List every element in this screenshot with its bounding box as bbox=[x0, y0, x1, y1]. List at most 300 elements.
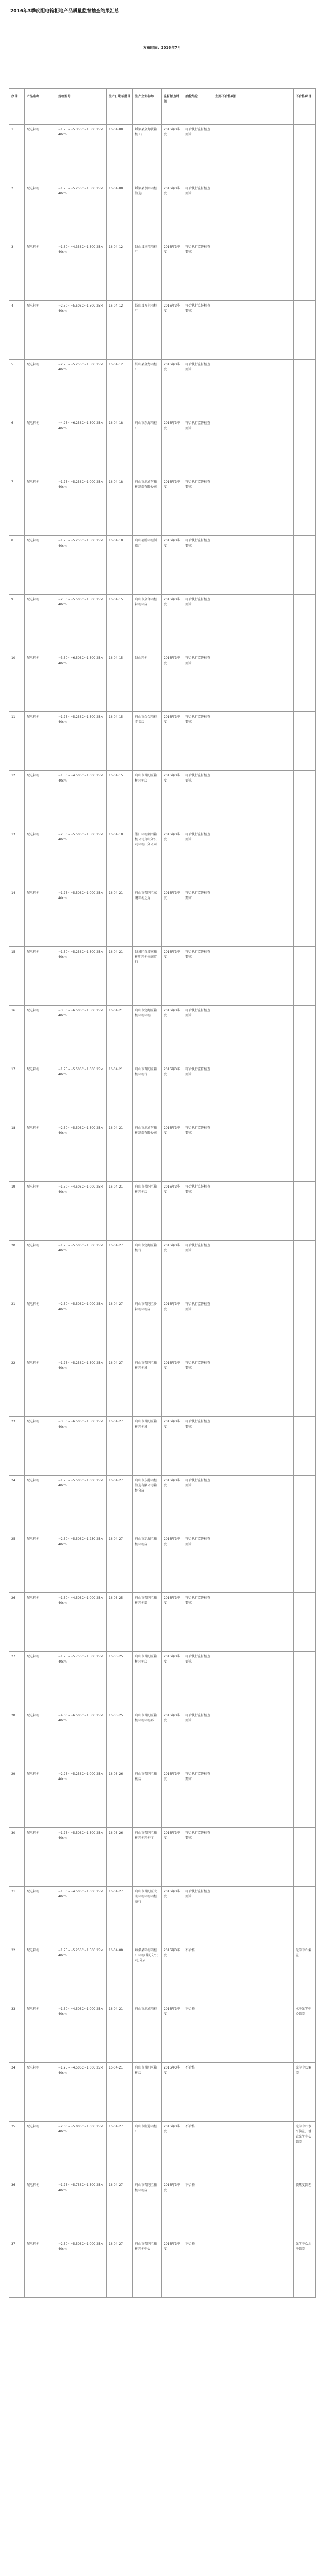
row-no-cell: 24 bbox=[9, 1476, 25, 1534]
inspection-time-cell: 2016年3季度 bbox=[162, 242, 183, 301]
row-no-cell: 31 bbox=[9, 1887, 25, 1945]
production-date-cell: 16-04-08 bbox=[107, 1945, 133, 2004]
row-no-cell: 5 bbox=[9, 360, 25, 418]
company-cell: 舟山市普陀区箱柜箱柜城 bbox=[133, 1358, 162, 1417]
header-product-name: 产品名称 bbox=[25, 89, 56, 125]
company-cell: 舟山福鹏箱柜制造厂 bbox=[133, 536, 162, 595]
main-failed-item-cell bbox=[213, 2063, 294, 2122]
production-date-cell: 16-04-15 bbox=[107, 771, 133, 829]
production-date-cell: 16-03-25 bbox=[107, 1710, 133, 1769]
failed-item-cell bbox=[294, 1887, 316, 1945]
product-name-cell: 配电箱柜 bbox=[25, 125, 56, 183]
company-cell: 舟山市普陀区箱柜店 bbox=[133, 1769, 162, 1828]
result-cell: 符合执行监督检查要求 bbox=[183, 1534, 213, 1593]
table-row bbox=[9, 2063, 316, 2122]
main-failed-item-cell bbox=[213, 1887, 294, 1945]
company-cell: 舟山市普陀区箱柜箱柜店 bbox=[133, 1652, 162, 1710]
failed-item-cell bbox=[294, 1006, 316, 1064]
product-name-cell: 配电箱柜 bbox=[25, 1064, 56, 1123]
company-cell: 舟山市普陀区箱柜箱柜店 bbox=[133, 771, 162, 829]
page-title: 2016年3季度配电箱柜地产品质量监督抽查结果汇总 bbox=[10, 9, 120, 14]
product-name-cell: 配电箱柜 bbox=[25, 360, 56, 418]
row-no-cell: 30 bbox=[9, 1828, 25, 1887]
inspection-time-cell: 2016年3季度 bbox=[162, 595, 183, 653]
inspection-time-cell: 2016年3季度 bbox=[162, 1417, 183, 1476]
company-cell: 舟山市润通车箱柜制造有限公司 bbox=[133, 477, 162, 536]
result-cell: 符合执行监督检查要求 bbox=[183, 1123, 213, 1182]
product-name-cell: 配电箱柜 bbox=[25, 595, 56, 653]
inspection-time-cell: 2016年3季度 bbox=[162, 418, 183, 477]
spec-cell: ~1.75~~5.35SC~1.50C 25×40cm bbox=[56, 125, 107, 183]
result-cell: 符合执行监督检查要求 bbox=[183, 1006, 213, 1064]
inspection-time-cell: 2016年3季度 bbox=[162, 1887, 183, 1945]
row-no-cell: 2 bbox=[9, 183, 25, 242]
row-no-cell: 1 bbox=[9, 125, 25, 183]
production-date-cell: 16-04-27 bbox=[107, 1534, 133, 1593]
table-row bbox=[9, 242, 316, 301]
header-main-failed-item: 主要不合格项目 bbox=[213, 89, 294, 125]
main-failed-item-cell bbox=[213, 1534, 294, 1593]
production-date-cell: 16-04-15 bbox=[107, 712, 133, 771]
product-name-cell: 配电箱柜 bbox=[25, 829, 56, 888]
product-name-cell: 配电箱柜 bbox=[25, 888, 56, 947]
spec-cell: ~1.75~~5.50SC~1.00C 25×40cm bbox=[56, 888, 107, 947]
spec-cell: ~2.50~~5.50SC~1.50C 25×40cm bbox=[56, 829, 107, 888]
main-failed-item-cell bbox=[213, 947, 294, 1006]
spec-cell: ~1.30~~4.35SC~1.50C 25×40cm bbox=[56, 242, 107, 301]
table-row bbox=[9, 1064, 316, 1123]
inspection-time-cell: 2016年3季度 bbox=[162, 360, 183, 418]
main-failed-item-cell bbox=[213, 1945, 294, 2004]
row-no-cell: 17 bbox=[9, 1064, 25, 1123]
product-name-cell: 配电箱柜 bbox=[25, 1358, 56, 1417]
spec-cell: ~1.50~~4.50SC~1.00C 25×40cm bbox=[56, 1182, 107, 1241]
spec-cell: ~2.50~~5.50SC~1.25C 25×40cm bbox=[56, 1534, 107, 1593]
table-row bbox=[9, 183, 316, 242]
table-row bbox=[9, 301, 316, 360]
results-table bbox=[9, 88, 316, 2298]
main-failed-item-cell bbox=[213, 536, 294, 595]
main-failed-item-cell bbox=[213, 771, 294, 829]
failed-item-cell bbox=[294, 242, 316, 301]
product-name-cell: 配电箱柜 bbox=[25, 1945, 56, 2004]
row-no-cell: 3 bbox=[9, 242, 25, 301]
result-cell: 不合格 bbox=[183, 2004, 213, 2063]
production-date-cell: 16-04-21 bbox=[107, 1064, 133, 1123]
table-row bbox=[9, 1769, 316, 1828]
result-cell: 符合执行监督检查要求 bbox=[183, 947, 213, 1006]
main-failed-item-cell bbox=[213, 242, 294, 301]
inspection-time-cell: 2016年3季度 bbox=[162, 1945, 183, 2004]
result-cell: 符合执行监督检查要求 bbox=[183, 1769, 213, 1828]
row-no-cell: 28 bbox=[9, 1710, 25, 1769]
spec-cell: ~1.50~~4.50SC~1.00C 25×40cm bbox=[56, 2004, 107, 2063]
product-name-cell: 配电箱柜 bbox=[25, 2180, 56, 2239]
header-production-date: 生产日期或批号 bbox=[107, 89, 133, 125]
table-row bbox=[9, 1123, 316, 1182]
main-failed-item-cell bbox=[213, 477, 294, 536]
main-failed-item-cell bbox=[213, 1417, 294, 1476]
table-row bbox=[9, 1945, 316, 2004]
inspection-time-cell: 2016年3季度 bbox=[162, 712, 183, 771]
row-no-cell: 6 bbox=[9, 418, 25, 477]
main-failed-item-cell bbox=[213, 360, 294, 418]
inspection-time-cell: 2016年3季度 bbox=[162, 2004, 183, 2063]
product-name-cell: 配电箱柜 bbox=[25, 1123, 56, 1182]
table-row bbox=[9, 712, 316, 771]
failed-item-cell: 光学中心水平偏差 bbox=[294, 2239, 316, 2298]
failed-item-cell bbox=[294, 1299, 316, 1358]
production-date-cell: 16-03-25 bbox=[107, 1652, 133, 1710]
inspection-time-cell: 2016年3季度 bbox=[162, 1182, 183, 1241]
product-name-cell: 配电箱柜 bbox=[25, 536, 56, 595]
result-cell: 不合格 bbox=[183, 2122, 213, 2180]
inspection-time-cell: 2016年3季度 bbox=[162, 1006, 183, 1064]
main-failed-item-cell bbox=[213, 595, 294, 653]
inspection-time-cell: 2016年3季度 bbox=[162, 1123, 183, 1182]
table-row bbox=[9, 2004, 316, 2063]
row-no-cell: 12 bbox=[9, 771, 25, 829]
row-no-cell: 32 bbox=[9, 1945, 25, 2004]
table-row bbox=[9, 1593, 316, 1652]
spec-cell: ~3.50~~6.50SC~1.50C 25×40cm bbox=[56, 1417, 107, 1476]
inspection-time-cell: 2016年3季度 bbox=[162, 771, 183, 829]
production-date-cell: 16-04-27 bbox=[107, 1358, 133, 1417]
inspection-time-cell: 2016年3季度 bbox=[162, 829, 183, 888]
result-cell: 符合执行监督检查要求 bbox=[183, 1182, 213, 1241]
company-cell: 舟山市润通箱柜厂 bbox=[133, 2122, 162, 2180]
failed-item-cell bbox=[294, 1476, 316, 1534]
inspection-time-cell: 2016年3季度 bbox=[162, 125, 183, 183]
main-failed-item-cell bbox=[213, 653, 294, 712]
company-cell: 舟山市众合箱柜专卖店 bbox=[133, 712, 162, 771]
spec-cell: ~3.50~~6.50SC~1.50C 25×40cm bbox=[56, 1006, 107, 1064]
inspection-time-cell: 2016年3季度 bbox=[162, 2239, 183, 2298]
row-no-cell: 18 bbox=[9, 1123, 25, 1182]
inspection-time-cell: 2016年3季度 bbox=[162, 1476, 183, 1534]
company-cell: 嵊泗县箱柜箱柜厂箱柜(普陀分公司)分店 bbox=[133, 1945, 162, 2004]
main-failed-item-cell bbox=[213, 1064, 294, 1123]
product-name-cell: 配电箱柜 bbox=[25, 1241, 56, 1299]
table-row bbox=[9, 1887, 316, 1945]
main-failed-item-cell bbox=[213, 2180, 294, 2239]
table-row bbox=[9, 1476, 316, 1534]
spec-cell: ~2.00~~5.00SC~1.00C 25×40cm bbox=[56, 2122, 107, 2180]
company-cell: 舟山市润通车箱柜制造有限公司 bbox=[133, 1123, 162, 1182]
row-no-cell: 37 bbox=[9, 2239, 25, 2298]
table-row bbox=[9, 477, 316, 536]
inspection-time-cell: 2016年3季度 bbox=[162, 2063, 183, 2122]
row-no-cell: 10 bbox=[9, 653, 25, 712]
company-cell: 舟山市东港箱柜制造有限公司箱柜分店 bbox=[133, 1476, 162, 1534]
failed-item-cell bbox=[294, 360, 316, 418]
main-failed-item-cell bbox=[213, 1123, 294, 1182]
result-cell: 符合执行监督检查要求 bbox=[183, 1064, 213, 1123]
product-name-cell: 配电箱柜 bbox=[25, 947, 56, 1006]
row-no-cell: 16 bbox=[9, 1006, 25, 1064]
result-cell: 符合执行监督检查要求 bbox=[183, 301, 213, 360]
result-cell: 符合执行监督检查要求 bbox=[183, 1241, 213, 1299]
result-cell: 符合执行监督检查要求 bbox=[183, 1358, 213, 1417]
inspection-time-cell: 2016年3季度 bbox=[162, 536, 183, 595]
product-name-cell: 配电箱柜 bbox=[25, 2239, 56, 2298]
production-date-cell: 16-04-21 bbox=[107, 2063, 133, 2122]
spec-cell: ~1.50~~4.50SC~1.00C 25×40cm bbox=[56, 1887, 107, 1945]
spec-cell: ~1.75~~5.75SC~1.50C 25×40cm bbox=[56, 2180, 107, 2239]
spec-cell: ~1.75~~5.25SC~1.50C 25×40cm bbox=[56, 536, 107, 595]
company-cell: 舟山市定海区箱柜箱柜箱柜厂 bbox=[133, 1006, 162, 1064]
row-no-cell: 7 bbox=[9, 477, 25, 536]
production-date-cell: 16-04-27 bbox=[107, 2180, 133, 2239]
production-date-cell: 16-04-27 bbox=[107, 1241, 133, 1299]
spec-cell: ~1.50~~5.25SC~1.50C 25×40cm bbox=[56, 947, 107, 1006]
product-name-cell: 配电箱柜 bbox=[25, 2063, 56, 2122]
main-failed-item-cell bbox=[213, 2122, 294, 2180]
production-date-cell: 16-04-27 bbox=[107, 2122, 133, 2180]
company-cell: 舟山市定海区箱柜箱柜店 bbox=[133, 1534, 162, 1593]
header-spec: 规格型号 bbox=[56, 89, 107, 125]
table-row bbox=[9, 771, 316, 829]
failed-item-cell bbox=[294, 477, 316, 536]
spec-cell: ~1.75~~5.25SC~1.50C 25×40cm bbox=[56, 1358, 107, 1417]
failed-item-cell bbox=[294, 1828, 316, 1887]
result-cell: 符合执行监督检查要求 bbox=[183, 653, 213, 712]
row-no-cell: 34 bbox=[9, 2063, 25, 2122]
company-cell: 舟山市普陀区箱柜店 bbox=[133, 2063, 162, 2122]
company-cell: 岱山县三兴箱柜厂 bbox=[133, 242, 162, 301]
company-cell: 舟山市普陀区东港箱柜之角 bbox=[133, 888, 162, 947]
failed-item-cell bbox=[294, 1769, 316, 1828]
company-cell: 舟山市普陀区箱柜箱柜城 bbox=[133, 1417, 162, 1476]
product-name-cell: 配电箱柜 bbox=[25, 1769, 56, 1828]
result-cell: 符合执行监督检查要求 bbox=[183, 536, 213, 595]
spec-cell: ~2.50~~5.50SC~1.00C 25×40cm bbox=[56, 1299, 107, 1358]
table-row bbox=[9, 418, 316, 477]
main-failed-item-cell bbox=[213, 1241, 294, 1299]
product-name-cell: 配电箱柜 bbox=[25, 771, 56, 829]
main-failed-item-cell bbox=[213, 183, 294, 242]
company-cell: 舟山市普陀区箱柜箱柜部 bbox=[133, 1593, 162, 1652]
product-name-cell: 配电箱柜 bbox=[25, 1417, 56, 1476]
failed-item-cell bbox=[294, 1182, 316, 1241]
main-failed-item-cell bbox=[213, 2239, 294, 2298]
failed-item-cell bbox=[294, 125, 316, 183]
spec-cell: ~4.00~~6.50SC~1.50C 25×40cm bbox=[56, 1710, 107, 1769]
product-name-cell: 配电箱柜 bbox=[25, 1828, 56, 1887]
table-row bbox=[9, 2239, 316, 2298]
inspection-time-cell: 2016年3季度 bbox=[162, 183, 183, 242]
main-failed-item-cell bbox=[213, 888, 294, 947]
failed-item-cell bbox=[294, 418, 316, 477]
failed-item-cell bbox=[294, 1123, 316, 1182]
failed-item-cell: 光学中心偏差 bbox=[294, 1945, 316, 2004]
failed-item-cell bbox=[294, 595, 316, 653]
result-cell: 不合格 bbox=[183, 1945, 213, 2004]
row-no-cell: 14 bbox=[9, 888, 25, 947]
failed-item-cell bbox=[294, 712, 316, 771]
production-date-cell: 16-04-08 bbox=[107, 125, 133, 183]
row-no-cell: 21 bbox=[9, 1299, 25, 1358]
row-no-cell: 27 bbox=[9, 1652, 25, 1710]
inspection-time-cell: 2016年3季度 bbox=[162, 1769, 183, 1828]
result-cell: 符合执行监督检查要求 bbox=[183, 1593, 213, 1652]
spec-cell: ~1.75~~5.75SC~1.50C 25×40cm bbox=[56, 1652, 107, 1710]
row-no-cell: 35 bbox=[9, 2122, 25, 2180]
spec-cell: ~2.25~~5.25SC~1.00C 25×40cm bbox=[56, 1769, 107, 1828]
table-row bbox=[9, 125, 316, 183]
company-cell: 舟山市定海区箱柜行 bbox=[133, 1241, 162, 1299]
inspection-time-cell: 2016年3季度 bbox=[162, 947, 183, 1006]
row-no-cell: 36 bbox=[9, 2180, 25, 2239]
company-cell: 岱山县金龙箱柜厂 bbox=[133, 360, 162, 418]
failed-item-cell bbox=[294, 1710, 316, 1769]
production-date-cell: 16-04-21 bbox=[107, 888, 133, 947]
table-row bbox=[9, 888, 316, 947]
company-cell: 嵊泗县永固箱柜制造厂 bbox=[133, 183, 162, 242]
failed-item-cell bbox=[294, 947, 316, 1006]
failed-item-cell bbox=[294, 536, 316, 595]
inspection-time-cell: 2016年3季度 bbox=[162, 1710, 183, 1769]
product-name-cell: 配电箱柜 bbox=[25, 418, 56, 477]
result-cell: 符合执行监督检查要求 bbox=[183, 1417, 213, 1476]
main-failed-item-cell bbox=[213, 829, 294, 888]
production-date-cell: 16-04-21 bbox=[107, 947, 133, 1006]
company-cell: 嵊泗县众力联箱柜工厂 bbox=[133, 125, 162, 183]
main-failed-item-cell bbox=[213, 125, 294, 183]
failed-item-cell bbox=[294, 1534, 316, 1593]
table-row bbox=[9, 1299, 316, 1358]
product-name-cell: 配电箱柜 bbox=[25, 1534, 56, 1593]
failed-item-cell: 顶焦度偏差 bbox=[294, 2180, 316, 2239]
failed-item-cell bbox=[294, 183, 316, 242]
inspection-time-cell: 2016年3季度 bbox=[162, 1299, 183, 1358]
main-failed-item-cell bbox=[213, 1593, 294, 1652]
failed-item-cell bbox=[294, 888, 316, 947]
failed-item-cell bbox=[294, 1358, 316, 1417]
production-date-cell: 16-04-21 bbox=[107, 1006, 133, 1064]
product-name-cell: 配电箱柜 bbox=[25, 1006, 56, 1064]
spec-cell: ~4.25~~6.25SC~1.50C 25×40cm bbox=[56, 418, 107, 477]
table-row bbox=[9, 1652, 316, 1710]
row-no-cell: 26 bbox=[9, 1593, 25, 1652]
production-date-cell: 16-04-12 bbox=[107, 242, 133, 301]
main-failed-item-cell bbox=[213, 418, 294, 477]
product-name-cell: 配电箱柜 bbox=[25, 1593, 56, 1652]
row-no-cell: 8 bbox=[9, 536, 25, 595]
inspection-time-cell: 2016年3季度 bbox=[162, 1534, 183, 1593]
table-header-row bbox=[9, 89, 316, 125]
failed-item-cell: 水平光学中心偏差 bbox=[294, 2004, 316, 2063]
main-failed-item-cell bbox=[213, 1182, 294, 1241]
row-no-cell: 29 bbox=[9, 1769, 25, 1828]
production-date-cell: 16-04-18 bbox=[107, 829, 133, 888]
table-row bbox=[9, 360, 316, 418]
spec-cell: ~1.75~~5.50SC~1.00C 25×40cm bbox=[56, 1064, 107, 1123]
table-row bbox=[9, 1828, 316, 1887]
header-company: 生产企业名称 bbox=[133, 89, 162, 125]
spec-cell: ~1.75~~5.25SC~1.50C 25×40cm bbox=[56, 1945, 107, 2004]
table-row bbox=[9, 1241, 316, 1299]
production-date-cell: 16-04-27 bbox=[107, 1476, 133, 1534]
product-name-cell: 配电箱柜 bbox=[25, 2122, 56, 2180]
failed-item-cell: 光学中心偏差 bbox=[294, 2063, 316, 2122]
main-failed-item-cell bbox=[213, 2004, 294, 2063]
failed-item-cell bbox=[294, 1064, 316, 1123]
product-name-cell: 配电箱柜 bbox=[25, 301, 56, 360]
row-no-cell: 25 bbox=[9, 1534, 25, 1593]
production-date-cell: 16-03-26 bbox=[107, 1769, 133, 1828]
inspection-time-cell: 2016年3季度 bbox=[162, 1593, 183, 1652]
company-cell: 岱山箱柜 bbox=[133, 653, 162, 712]
product-name-cell: 配电箱柜 bbox=[25, 1887, 56, 1945]
failed-item-cell bbox=[294, 1593, 316, 1652]
row-no-cell: 19 bbox=[9, 1182, 25, 1241]
company-cell: 舟山市东海箱柜厂 bbox=[133, 418, 162, 477]
company-cell: 舟山市众合箱柜箱柜箱店 bbox=[133, 595, 162, 653]
company-cell: 舟山市普陀区箱柜箱柜箱柜部 bbox=[133, 1710, 162, 1769]
production-date-cell: 16-04-15 bbox=[107, 653, 133, 712]
inspection-time-cell: 2016年3季度 bbox=[162, 1241, 183, 1299]
main-failed-item-cell bbox=[213, 1828, 294, 1887]
result-cell: 符合执行监督检查要求 bbox=[183, 1299, 213, 1358]
main-failed-item-cell bbox=[213, 1652, 294, 1710]
result-cell: 符合执行监督检查要求 bbox=[183, 183, 213, 242]
main-failed-item-cell bbox=[213, 1476, 294, 1534]
failed-item-cell bbox=[294, 829, 316, 888]
inspection-time-cell: 2016年3季度 bbox=[162, 2180, 183, 2239]
production-date-cell: 16-03-26 bbox=[107, 1828, 133, 1887]
production-date-cell: 16-04-12 bbox=[107, 301, 133, 360]
result-cell: 符合执行监督检查要求 bbox=[183, 1476, 213, 1534]
inspection-time-cell: 2016年3季度 bbox=[162, 1652, 183, 1710]
header-no: 序号 bbox=[9, 89, 25, 125]
main-failed-item-cell bbox=[213, 1769, 294, 1828]
result-cell: 不合格 bbox=[183, 2180, 213, 2239]
spec-cell: ~2.50~~5.50SC~1.50C 25×40cm bbox=[56, 1123, 107, 1182]
main-failed-item-cell bbox=[213, 1710, 294, 1769]
result-cell: 符合执行监督检查要求 bbox=[183, 1828, 213, 1887]
inspection-time-cell: 2016年3季度 bbox=[162, 888, 183, 947]
failed-item-cell bbox=[294, 1417, 316, 1476]
inspection-time-cell: 2016年3季度 bbox=[162, 477, 183, 536]
spec-cell: ~1.75~~5.50SC~1.00C 25×40cm bbox=[56, 1476, 107, 1534]
production-date-cell: 16-04-12 bbox=[107, 360, 133, 418]
row-no-cell: 22 bbox=[9, 1358, 25, 1417]
header-failed-item: 不合格项目 bbox=[294, 89, 316, 125]
company-cell: 舟山市普陀区大明箱柜箱柜箱柜商行 bbox=[133, 1887, 162, 1945]
header-inspection-time: 监督抽查时间 bbox=[162, 89, 183, 125]
production-date-cell: 16-04-27 bbox=[107, 1417, 133, 1476]
table-row bbox=[9, 653, 316, 712]
production-date-cell: 16-04-15 bbox=[107, 595, 133, 653]
main-failed-item-cell bbox=[213, 1006, 294, 1064]
spec-cell: ~2.50~~5.50SC~1.50C 25×40cm bbox=[56, 301, 107, 360]
spec-cell: ~1.50~~4.50SC~1.00C 25×40cm bbox=[56, 771, 107, 829]
spec-cell: ~1.75~~5.50SC~1.50C 25×40cm bbox=[56, 1241, 107, 1299]
spec-cell: ~1.75~~5.25SC~1.00C 25×40cm bbox=[56, 477, 107, 536]
spec-cell: ~3.50~~6.50SC~1.50C 25×40cm bbox=[56, 653, 107, 712]
result-cell: 符合执行监督检查要求 bbox=[183, 242, 213, 301]
table-row bbox=[9, 829, 316, 888]
inspection-time-cell: 2016年3季度 bbox=[162, 2122, 183, 2180]
failed-item-cell bbox=[294, 1241, 316, 1299]
result-cell: 符合执行监督检查要求 bbox=[183, 595, 213, 653]
row-no-cell: 9 bbox=[9, 595, 25, 653]
row-no-cell: 13 bbox=[9, 829, 25, 888]
row-no-cell: 20 bbox=[9, 1241, 25, 1299]
spec-cell: ~1.75~~5.25SC~1.50C 25×40cm bbox=[56, 183, 107, 242]
table-row bbox=[9, 947, 316, 1006]
